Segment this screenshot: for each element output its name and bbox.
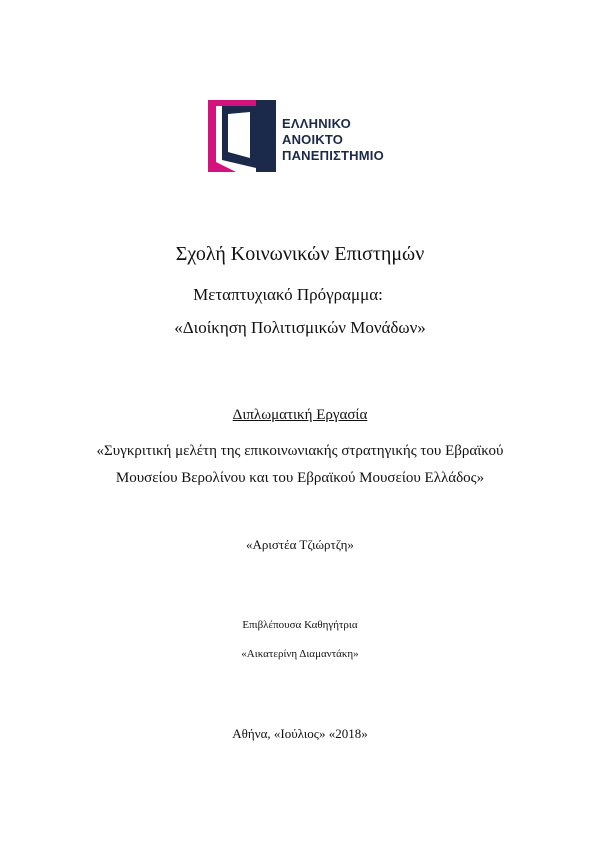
university-logo (208, 100, 398, 172)
logo-text-line-2: ΑΝΟΙΚΤΟ (282, 132, 344, 147)
logo-text-line-3: ΠΑΝΕΠΙΣΤΗΜΙΟ (282, 148, 384, 163)
school-name: Σχολή Κοινωνικών Επιστημών (175, 243, 425, 265)
logo-text-line-1: ΕΛΛΗΝΙΚΟ (282, 116, 351, 131)
author-name: «Αριστέα Τζιώρτζη» (246, 537, 354, 552)
supervisor-label: Επιβλέπουσα Καθηγήτρια (242, 619, 358, 631)
program-label: Μεταπτυχιακό Πρόγραμμα: (193, 285, 383, 304)
university-logo-text (282, 116, 384, 164)
program-name: «Διοίκηση Πολιτισμικών Μονάδων» (174, 318, 426, 337)
place-date: Αθήνα, «Ιούλιος» «2018» (232, 726, 368, 741)
university-logo-icon (208, 100, 276, 172)
supervisor-name: «Αικατερίνη Διαμαντάκη» (241, 648, 359, 660)
thesis-title-line-2: Μουσείου Βερολίνου και του Εβραϊκού Μουσείου Ελλάδος» (115, 470, 485, 486)
thesis-title-line-1: «Συγκριτική μελέτη της επικοινωνιακής στρατηγικής του Εβραϊκού (96, 443, 504, 459)
thesis-label: Διπλωματική Εργασία (232, 407, 368, 423)
